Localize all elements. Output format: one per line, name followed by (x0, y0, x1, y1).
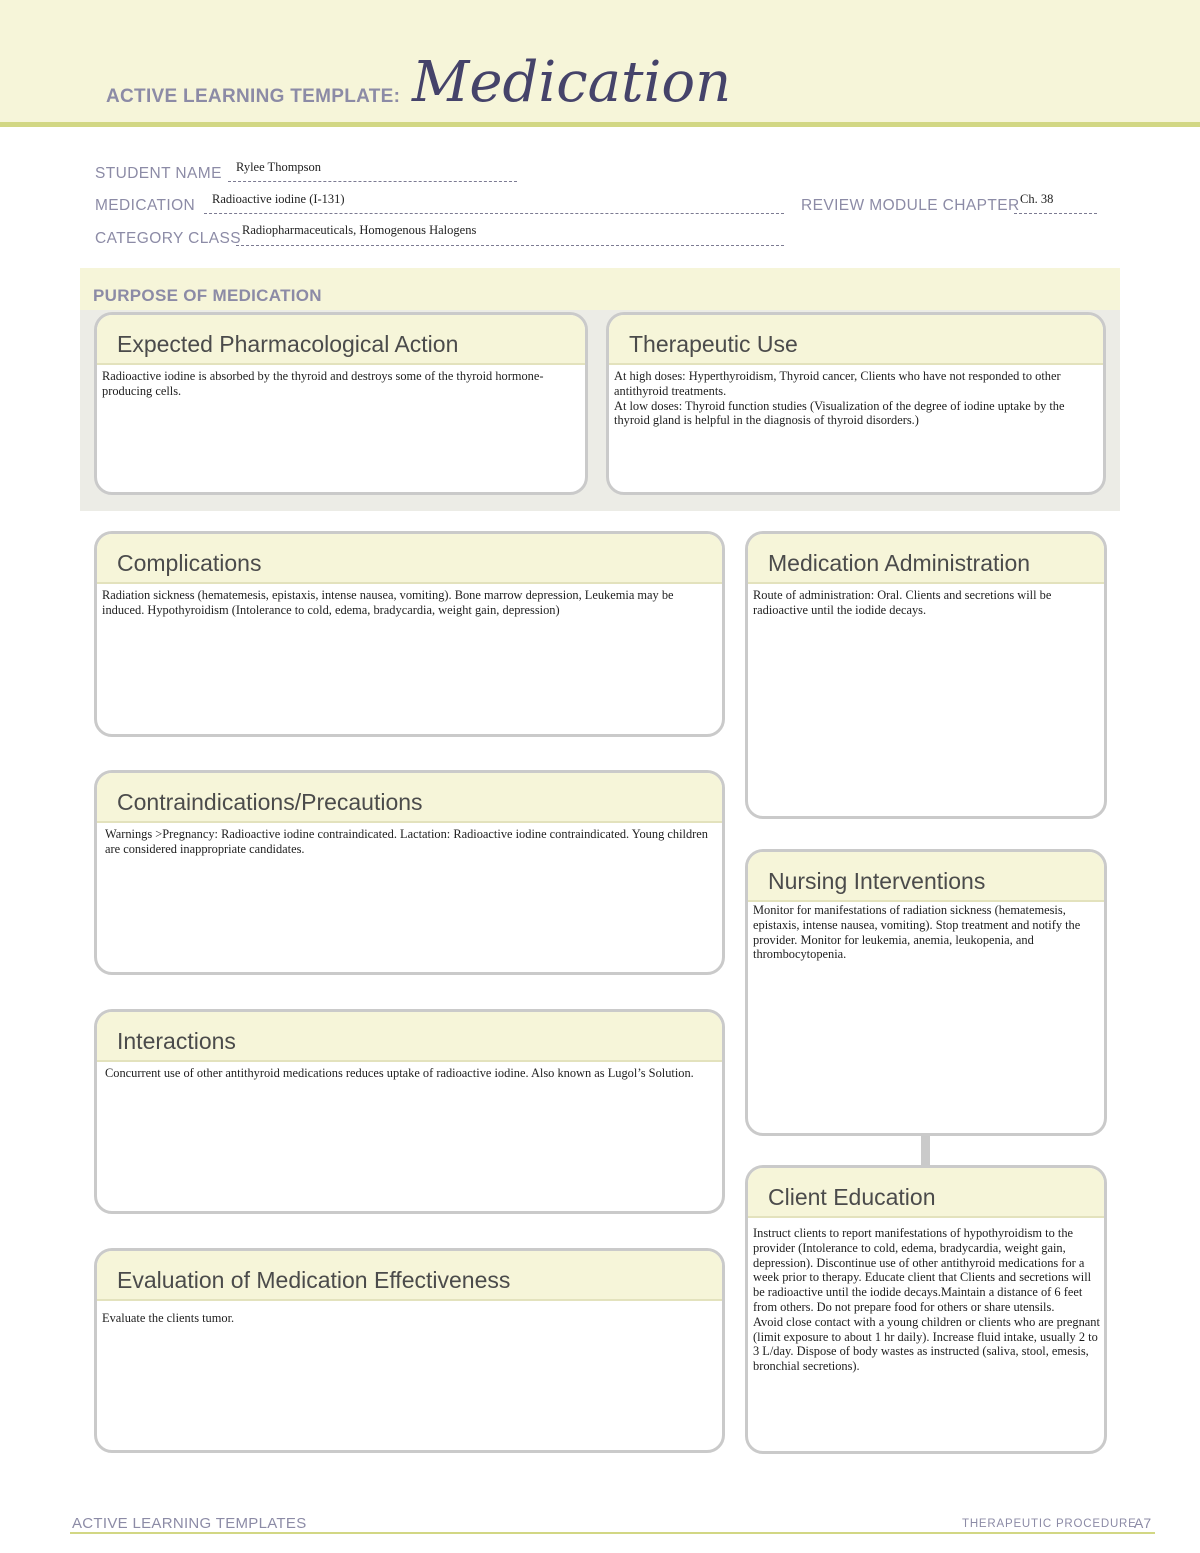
student-name-line (228, 181, 517, 182)
complications-box (94, 531, 725, 737)
medication-administration-box (745, 531, 1107, 819)
contraindications-title: Contraindications/Precautions (117, 789, 423, 815)
client-education-header (748, 1168, 1104, 1218)
therapeutic-use-title: Therapeutic Use (629, 331, 798, 357)
interactions-title: Interactions (117, 1028, 236, 1054)
medication-administration-header (748, 534, 1104, 584)
medication-administration-text[interactable]: Route of administration: Oral. Clients and secretions will be radioactive until the iodide decays. (753, 588, 1052, 617)
footer-series-title: ACTIVE LEARNING TEMPLATES (72, 1515, 307, 1532)
nursing-interventions-title: Nursing Interventions (768, 868, 986, 894)
medication-administration-title: Medication Administration (768, 550, 1031, 576)
medication-label: MEDICATION (95, 197, 196, 214)
therapeutic-use-text[interactable]: At high doses: Hyperthyroidism, Thyroid cancer, Clients who have not responded to other antithyroid treatments. At low doses: Thyroid function studies (Visualization of the degree of iodine uptake by the thyroid gland is helpful in the diagnosis of thyroid disorders.) (614, 369, 1065, 428)
expected-action-text[interactable]: Radioactive iodine is absorbed by the thyroid and destroys some of the thyroid hormone-producing cells. (102, 369, 544, 398)
footer-page-number: A7 (1134, 1515, 1152, 1531)
client-education-box (745, 1165, 1107, 1454)
expected-action-box (94, 312, 588, 495)
review-module-field[interactable]: Ch. 38 (1020, 192, 1054, 206)
category-class-line (236, 245, 784, 246)
contraindications-box (94, 770, 725, 975)
complications-title: Complications (117, 550, 262, 576)
complications-text[interactable]: Radiation sickness (hematemesis, epistaxis, intense nausea, vomiting). Bone marrow depression, Leukemia may be induced. Hypothyroidism (Intolerance to cold, edema, bradycardia, weight gain, depression) (102, 588, 674, 617)
review-module-label: REVIEW MODULE CHAPTER (801, 197, 1020, 214)
contraindications-header (97, 773, 722, 823)
nursing-interventions-box (745, 849, 1107, 1136)
therapeutic-use-header (609, 315, 1103, 365)
contraindications-text[interactable]: Warnings >Pregnancy: Radioactive iodine contraindicated. Lactation: Radioactive iodine contraindicated. Young children are considered inappropriate candidates. (105, 827, 708, 856)
category-class-field[interactable]: Radiopharmaceuticals, Homogenous Halogens (242, 223, 477, 237)
evaluation-header (97, 1251, 722, 1301)
complications-header (97, 534, 722, 584)
evaluation-box (94, 1248, 725, 1453)
therapeutic-use-box (606, 312, 1106, 495)
student-name-field[interactable]: Rylee Thompson (236, 160, 322, 174)
student-name-label: STUDENT NAME (95, 165, 222, 182)
header-divider (0, 122, 1200, 127)
expected-action-header (97, 315, 585, 365)
footer-section-label: THERAPEUTIC PROCEDURE (962, 1518, 1137, 1530)
template-title: Medication (412, 50, 732, 115)
box-connector (921, 1134, 930, 1166)
interactions-box (94, 1009, 725, 1214)
client-education-title: Client Education (768, 1184, 936, 1210)
interactions-header (97, 1012, 722, 1062)
medication-field[interactable]: Radioactive iodine (I-131) (212, 192, 345, 206)
expected-action-title: Expected Pharmacological Action (117, 331, 459, 357)
purpose-title: PURPOSE OF MEDICATION (93, 286, 322, 305)
medication-line (204, 213, 784, 214)
nursing-interventions-text[interactable]: Monitor for manifestations of radiation sickness (hematemesis, epistaxis, intense nausea, vomiting). Stop treatment and notify the provider. Monitor for leukemia, anemia, leukopenia, and thrombocytopenia. (753, 903, 1081, 962)
evaluation-title: Evaluation of Medication Effectiveness (117, 1267, 511, 1293)
nursing-interventions-header (748, 852, 1104, 902)
category-class-label: CATEGORY CLASS (95, 230, 242, 247)
client-education-text[interactable]: Instruct clients to report manifestations of hypothyroidism to the provider (Intolerance to cold, edema, bradycardia, weight gain, depression). Discontinue use of other antithyroid medications for a week prior to therapy. Educate client that Clients and secretions will be radioactive until the iodide decays.Maintain a distance of 6 feet from others. Do not prepare food for others or share utensils. Avoid close contact with a young children or clients who are pregnant (limit exposure to about 1 hr daily). Increase fluid intake, usually 2 to 3 L/day. Dispose of body wastes as instructed (saliva, stool, emesis, bronchial secretions). (753, 1226, 1100, 1374)
evaluation-text[interactable]: Evaluate the clients tumor. (102, 1311, 235, 1325)
review-module-line (1014, 213, 1097, 214)
footer-divider (70, 1532, 1155, 1534)
interactions-text[interactable]: Concurrent use of other antithyroid medications reduces uptake of radioactive iodine. Also known as Lugol’s Solution. (105, 1066, 694, 1080)
template-label: ACTIVE LEARNING TEMPLATE: (106, 86, 401, 107)
